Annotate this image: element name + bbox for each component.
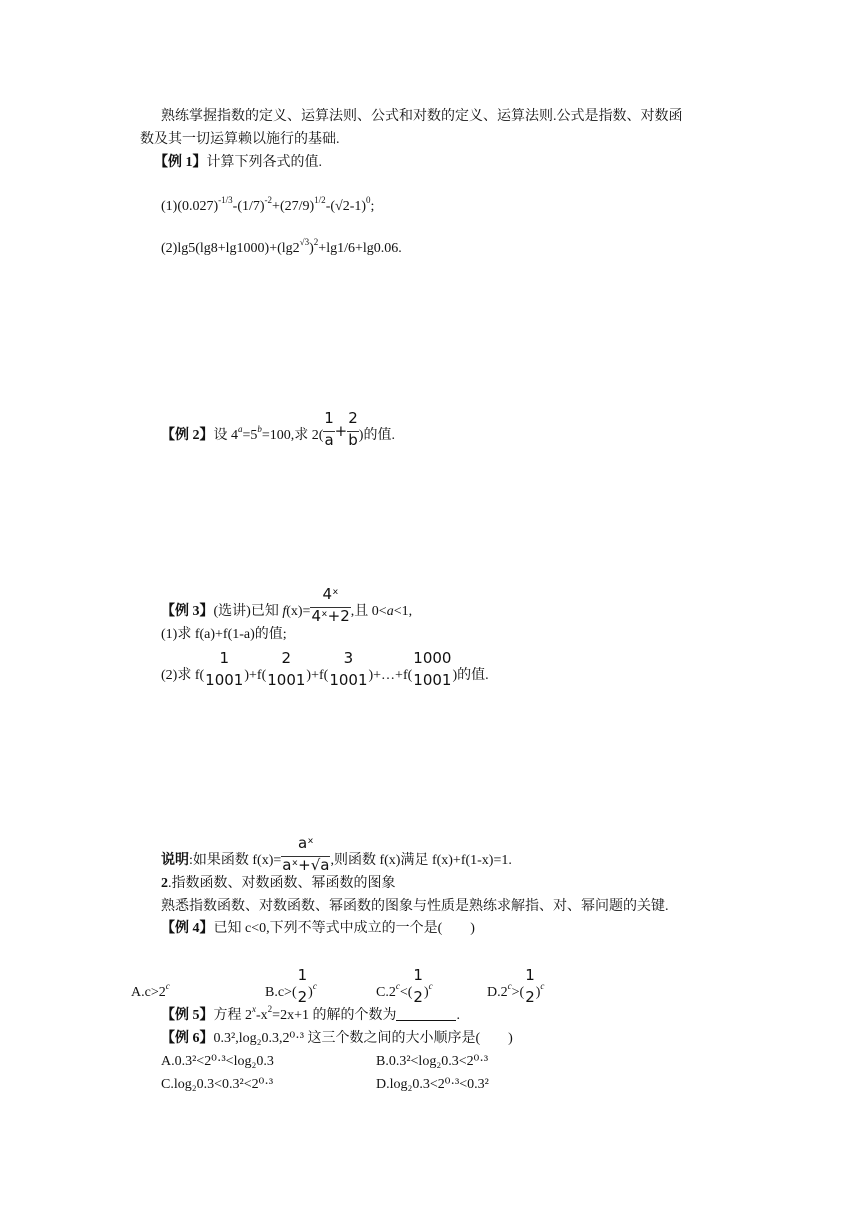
fraction-1000-1001 [412,649,452,689]
expr-text: )的值. [452,668,489,683]
expr-text: -(√2-1) [325,199,367,214]
exponent: c [312,981,317,991]
numerator: 1 [219,649,230,667]
fraction-2-over-b [347,409,359,449]
section-2-title [161,875,396,893]
expr-text: )+f( [306,668,329,683]
exponent: -2 [264,195,273,205]
exponent: √3 [299,237,310,247]
example-3-question-2 [161,649,489,689]
intro-line-1: 熟练掌握指数的定义、运算法则、公式和对数的定义、运算法则.公式是指数、对数函 [161,109,683,124]
expr-text: >( [511,985,525,1000]
numerator: 3 [343,649,354,667]
option-6b: B.0.3²<log₂0.3<2⁰·³ [376,1054,489,1069]
exponent: 0 [366,195,371,205]
expr-text: (2)求 f( [161,668,205,683]
example-3-question-1: (1)求 f(a)+f(1-a)的值; [161,627,287,642]
expr-text: +lg [318,241,338,256]
exponent: 2 [267,1004,273,1014]
fraction-1-1001 [204,649,244,689]
exponent: c [165,981,170,991]
exponent: 1/2 [314,195,326,205]
expr-text: f(x)满足 f(x)+f(1-x)=1. [379,853,512,868]
expr-text: )的值. [358,428,395,443]
example-1-part-1 [161,195,375,216]
example-5-tag: 【例 5】 [161,1008,214,1023]
example-6-question: 0.3²,log₂0.3,2⁰·³ 这三个数之间的大小顺序是( ) [213,1031,513,1046]
expr-text: (1)(0.027) [161,199,219,214]
variable: a [386,604,394,619]
expr-text: (2)lg5(lg8+lg1000)+(lg2 [161,241,300,256]
fraction-3-1001 [328,649,368,689]
fraction-half [524,966,536,1006]
exponent: x [252,1004,256,1014]
numerator: 2 [348,409,358,427]
section-2-body: 熟悉指数函数、对数函数、幂函数的图象与性质是熟练求解指、对、幂问题的关键. [161,899,669,914]
fraction: 7/9 [291,199,310,214]
expr-text: =5 [242,428,258,443]
expr-text: +lg0.06. [354,241,402,256]
numerator: aˣ [297,834,314,852]
expr-text: ,则函数 [330,853,380,868]
example-2-tag: 【例 2】 [161,428,214,443]
fraction-half [297,966,309,1006]
expr-text: . [456,1008,460,1023]
expr-text: ,且 0< [350,604,387,619]
expr-text: -x [256,1008,268,1023]
fraction-4x [310,585,350,625]
fraction-1-over-a [323,409,334,449]
example-3 [161,585,413,625]
denominator: 1001 [267,671,306,689]
expr-text: <1, [393,604,413,619]
denominator: 1001 [329,671,368,689]
denominator: 2 [525,988,535,1006]
expr-text: =100,求 2( [261,428,324,443]
option-a-text: A.c>2 [131,985,166,1000]
option-6a: A.0.3²<2⁰·³<log₂0.3 [161,1054,274,1069]
expr-text: -( [232,199,242,214]
denominator: aˣ+√a [282,856,330,874]
section-number: 2 [161,876,168,891]
expr-text: )+…+f( [368,668,413,683]
example-4-question: 已知 c<0,下列不等式中成立的一个是( ) [213,921,475,936]
denominator: 1001 [413,671,452,689]
numerator: 2 [281,649,292,667]
expr-text: ) [259,199,265,214]
fraction: 1/6 [337,241,355,256]
numerator: 1 [525,966,535,984]
exponent: a [238,424,243,434]
option-6d: D.log₂0.3<2⁰·³<0.3² [376,1077,489,1092]
exponent: -1/3 [218,195,233,205]
answer-blank[interactable] [396,1008,456,1021]
example-1-part-2 [161,237,402,258]
example-6-tag: 【例 6】 [161,1031,214,1046]
expr-text: ) [308,985,313,1000]
denominator: a [324,431,334,449]
expr-text: )+f( [244,668,267,683]
fraction-ax [281,834,330,874]
denominator: b [348,431,358,449]
option-c [376,966,433,1006]
fraction-half [412,966,424,1006]
expr-text: (x)= [286,604,311,619]
option-d-text: D.2 [487,985,508,1000]
numerator: 1 [413,966,423,984]
example-4-tag: 【例 4】 [161,921,214,936]
exponent: c [428,981,433,991]
fraction: 1/7 [241,199,260,214]
expr-text: ) [309,199,315,214]
exponent: c [540,981,545,991]
note [161,834,512,874]
example-1-title: 计算下列各式的值. [206,155,322,170]
expr-text: :如果函数 [189,853,253,868]
example-3-tag: 【例 3】 [161,604,214,619]
plus-sign: + [334,422,348,440]
option-6c: C.log₂0.3<0.3²<2⁰·³ [161,1077,274,1092]
denominator: 2 [297,988,308,1006]
expr-text: ; [370,199,375,214]
exponent: b [257,424,262,434]
expr-text: <( [399,985,413,1000]
expr-text: 方程 2 [213,1008,252,1023]
option-c-text: C.2 [376,985,396,1000]
expr-text: ) [309,241,314,256]
option-b [265,966,317,1006]
example-1-tag: 【例 1】 [154,155,207,170]
note-tag: 说明 [161,853,189,868]
numerator: 1 [297,966,308,984]
function-name: f [282,604,287,619]
denominator: 2 [413,988,423,1006]
exponent: 2 [313,237,319,247]
example-1-heading [154,154,322,172]
option-a [131,981,170,1002]
numerator: 4ˣ [322,585,339,603]
expr-text: f(x)= [252,853,282,868]
expr-text: (选讲)已知 [213,604,283,619]
exponent: c [395,981,400,991]
option-d [487,966,545,1006]
denominator: 1001 [205,671,244,689]
example-2 [161,409,395,449]
expr-text: ) [535,985,541,1000]
section-title: .指数函数、对数函数、幂函数的图象 [168,876,396,891]
intro-line-2: 数及其一切运算赖以施行的基础. [140,132,340,147]
example-4 [161,920,475,938]
numerator: 1 [324,409,334,427]
expr-text: 设 4 [213,428,238,443]
example-6 [161,1030,513,1048]
expr-text: =2x+1 的解的个数为 [272,1008,397,1023]
expr-text: +(2 [272,199,292,214]
option-b-text: B.c>( [265,985,297,1000]
example-5 [161,1004,460,1025]
numerator: 1000 [413,649,452,667]
fraction-2-1001 [266,649,306,689]
denominator: 4ˣ+2 [311,607,350,625]
exponent: c [507,981,512,991]
expr-text: ) [423,985,429,1000]
